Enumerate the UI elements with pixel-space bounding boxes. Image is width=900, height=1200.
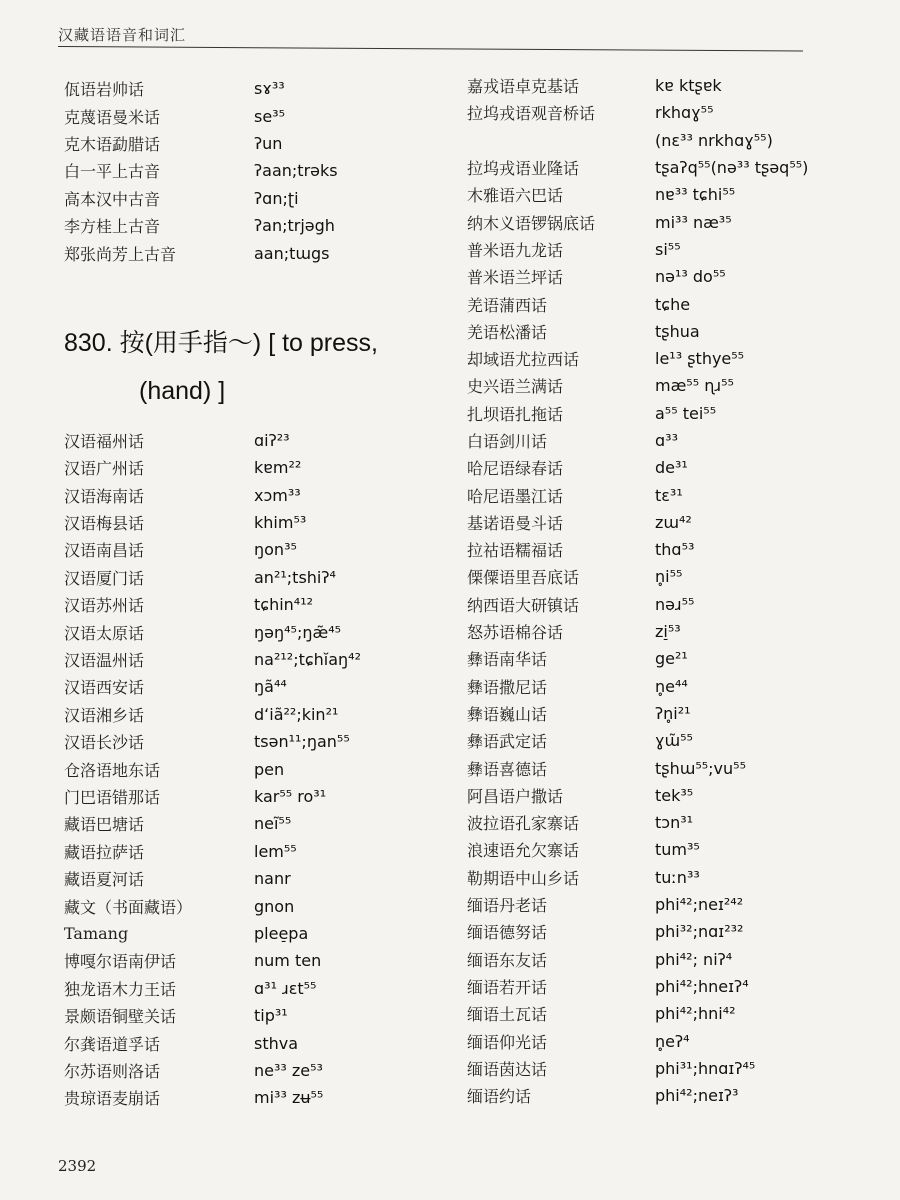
table-row — [64, 865, 444, 892]
language-name: 汉语温州话 — [64, 651, 145, 671]
phonetic-form: tek³⁵ — [655, 785, 694, 805]
table-row — [64, 838, 444, 865]
language-name: 彝语巍山话 — [467, 704, 548, 724]
phonetic-form: thɑ⁵³ — [655, 540, 695, 560]
table-row — [64, 102, 444, 129]
language-name: 藏语夏河话 — [64, 870, 145, 890]
table-row — [467, 563, 887, 590]
phonetic-form: ɑ³¹ ɹɛt⁵⁵ — [254, 978, 317, 998]
phonetic-form: tuːn³³ — [655, 867, 700, 887]
phonetic-form: ɑiʔ²³ — [254, 430, 290, 450]
language-name: 普米语兰坪话 — [467, 268, 564, 288]
phonetic-form: tʂaʔq⁵⁵(nə³³ tʂəq⁵⁵) — [655, 158, 809, 178]
table-row — [467, 673, 887, 700]
phonetic-form: nəɹ⁵⁵ — [655, 594, 695, 614]
language-name: 景颇语铜壁关话 — [64, 1007, 177, 1027]
table-row — [64, 212, 444, 239]
table-row — [467, 1000, 887, 1027]
phonetic-form: ʔan;trjəgh — [254, 216, 335, 236]
phonetic-form: ne³³ ze⁵³ — [254, 1060, 323, 1080]
table-row — [467, 208, 887, 235]
language-name: 彝语南华话 — [467, 650, 548, 670]
phonetic-form: rkhɑɣ⁵⁵ — [655, 103, 714, 123]
phonetic-form: tʂhua — [655, 321, 700, 341]
language-name: 缅语丹老话 — [467, 896, 548, 916]
phonetic-form: ʔɑn;ʈi — [254, 188, 299, 208]
phonetic-form: le¹³ ʂthye⁵⁵ — [655, 349, 745, 369]
language-name: 汉语厦门话 — [64, 568, 145, 588]
phonetic-form: se³⁵ — [254, 106, 286, 126]
previous-entry-list — [64, 75, 444, 267]
language-name: 拉坞戎语观音桥话 — [467, 104, 596, 124]
phonetic-form: xɔm³³ — [254, 485, 301, 505]
table-row — [64, 1029, 444, 1056]
language-name: 贵琼语麦崩话 — [64, 1089, 161, 1109]
phonetic-form: ʔn̥i²¹ — [655, 703, 691, 723]
phonetic-form: kɐm²² — [254, 458, 302, 478]
phonetic-form: kar⁵⁵ ro³¹ — [254, 787, 327, 806]
phonetic-form: nə¹³ do⁵⁵ — [655, 267, 726, 287]
table-row — [64, 892, 444, 919]
language-name: 纳木义语锣锅底话 — [467, 213, 596, 233]
phonetic-form: ʔun — [254, 133, 283, 153]
language-name: 史兴语兰满话 — [467, 377, 564, 397]
table-row — [467, 181, 887, 208]
language-name: 白语剑川话 — [467, 432, 548, 451]
table-row — [64, 185, 444, 212]
table-row — [64, 536, 444, 563]
table-row — [467, 154, 887, 181]
phonetic-form: num ten — [254, 951, 322, 971]
phonetic-form: si⁵⁵ — [655, 239, 681, 259]
phonetic-form: an²¹;tshiʔ⁴ — [254, 567, 336, 587]
language-name: 缅语茵达话 — [467, 1059, 548, 1079]
table-row — [64, 130, 444, 157]
table-row — [467, 809, 887, 836]
table-row — [467, 400, 887, 427]
entry-830-list-left — [64, 427, 444, 1112]
table-row — [64, 75, 444, 102]
table-row — [467, 946, 887, 973]
table-row — [467, 727, 887, 754]
language-name: 阿昌语户撒话 — [467, 786, 564, 806]
phonetic-form: aan;tɯgs — [254, 243, 330, 263]
phonetic-form: phi³²;nɑɪ²³² — [655, 922, 744, 942]
language-name: 尔龚语道孚话 — [64, 1034, 161, 1054]
language-name: 汉语海南话 — [64, 486, 145, 506]
phonetic-form: phi⁴²;neɪ²⁴² — [655, 895, 744, 915]
phonetic-form: mæ⁵⁵ ɳɹ⁵⁵ — [655, 376, 734, 396]
phonetic-form: phi³¹;hnɑɪʔ⁴⁵ — [655, 1058, 756, 1078]
phonetic-form: n̥eʔ⁴ — [655, 1031, 690, 1051]
table-row — [64, 591, 444, 618]
table-row — [64, 920, 444, 947]
table-row — [64, 1002, 444, 1029]
table-row — [467, 836, 887, 863]
phonetic-form: dʻiã²²;kin²¹ — [254, 704, 339, 724]
table-row — [467, 700, 887, 727]
table-row — [64, 810, 444, 837]
language-name: 汉语福州话 — [64, 431, 145, 451]
table-row — [64, 564, 444, 591]
phonetic-form: tɕhin⁴¹² — [254, 595, 314, 615]
table-row — [467, 918, 887, 945]
phonetic-form: ŋã⁴⁴ — [254, 677, 287, 697]
phonetic-form: (nɛ³³ nrkhɑɣ⁵⁵) — [655, 130, 773, 150]
table-row — [64, 646, 444, 673]
phonetic-form: ŋon³⁵ — [254, 540, 297, 560]
phonetic-form: sthva — [254, 1033, 299, 1053]
language-name: 白一平上古音 — [64, 162, 161, 182]
table-row — [64, 157, 444, 184]
language-name: 羌语蒲西话 — [467, 295, 548, 315]
table-row — [467, 591, 887, 618]
table-row — [64, 239, 444, 266]
phonetic-form: kɐ ktʂɐk — [655, 76, 722, 96]
phonetic-form: zɯ⁴² — [655, 512, 692, 532]
language-name: 浪速语允欠寨话 — [467, 841, 580, 861]
language-name: 汉语西安话 — [64, 678, 145, 698]
language-name: 李方桂上古音 — [64, 217, 161, 237]
phonetic-form: a⁵⁵ tei⁵⁵ — [655, 403, 717, 423]
language-name: 木雅语六巴话 — [467, 186, 564, 206]
phonetic-form: ʔaan;trəks — [254, 161, 338, 181]
language-name: 缅语土瓦话 — [467, 1005, 548, 1025]
language-name: 汉语长沙话 — [64, 733, 145, 753]
language-name: 汉语湘乡话 — [64, 705, 145, 725]
table-row — [467, 127, 887, 154]
phonetic-form: de³¹ — [655, 458, 688, 478]
phonetic-form: gnon — [254, 896, 295, 916]
language-name: Tamang — [64, 923, 129, 943]
table-row — [467, 427, 887, 454]
phonetic-form: khim⁵³ — [254, 513, 307, 533]
language-name: 哈尼语绿春话 — [467, 459, 564, 479]
phonetic-form: na²¹²;tɕhĭaŋ⁴² — [254, 650, 362, 670]
language-name: 彝语喜德话 — [467, 759, 548, 779]
table-row — [64, 454, 444, 481]
phonetic-form: nɐ³³ tɕhi⁵⁵ — [655, 185, 736, 205]
language-name: 缅语约话 — [467, 1087, 532, 1107]
language-name: 扎坝语扎拖话 — [467, 404, 564, 424]
language-name: 彝语撒尼话 — [467, 677, 548, 697]
table-row — [64, 482, 444, 509]
table-row — [467, 536, 887, 563]
table-row — [467, 99, 887, 126]
entry-830-title-gloss: (hand) ] — [139, 376, 226, 405]
phonetic-form: pen — [254, 759, 285, 779]
language-name: 羌语松潘话 — [467, 322, 548, 342]
phonetic-form: mi³³ næ³⁵ — [655, 212, 732, 232]
phonetic-form: tɔn³¹ — [655, 813, 694, 833]
table-row — [467, 645, 887, 672]
table-row — [467, 1027, 887, 1054]
phonetic-form: sɤ³³ — [254, 79, 285, 99]
language-name: 高本汉中古音 — [64, 189, 161, 209]
table-row — [467, 318, 887, 345]
phonetic-form: mi³³ zʉ⁵⁵ — [254, 1088, 324, 1108]
table-row — [64, 975, 444, 1002]
table-row — [64, 755, 444, 782]
language-name: 勒期语中山乡话 — [467, 868, 580, 888]
entry-830-list-right — [467, 72, 887, 1109]
language-name: 缅语仰光话 — [467, 1032, 548, 1052]
language-name: 门巴语错那话 — [64, 788, 161, 807]
language-name: 藏语巴塘话 — [64, 815, 145, 835]
table-row — [64, 618, 444, 645]
language-name: 佤语岩帅话 — [64, 80, 145, 100]
language-name: 波拉语孔家寨话 — [467, 814, 580, 834]
phonetic-form: tum³⁵ — [655, 840, 700, 860]
phonetic-form: phi⁴²;neɪʔ³ — [655, 1086, 739, 1106]
language-name: 汉语广州话 — [64, 459, 145, 479]
table-row — [467, 973, 887, 1000]
language-name: 汉语太原话 — [64, 623, 145, 643]
table-row — [467, 891, 887, 918]
language-name: 藏语拉萨话 — [64, 842, 145, 862]
phonetic-form: ŋəŋ⁴⁵;ŋæ̃⁴⁵ — [254, 622, 342, 642]
language-name: 哈尼语墨江话 — [467, 486, 564, 506]
phonetic-form: lem⁵⁵ — [254, 841, 297, 861]
phonetic-form: zi̠⁵³ — [655, 622, 681, 642]
right-column — [467, 72, 887, 1109]
language-name: 拉坞戎语业隆话 — [467, 159, 580, 179]
phonetic-form: tʂhɯ⁵⁵;vu⁵⁵ — [655, 758, 746, 778]
language-name: 独龙语木力王话 — [64, 979, 177, 999]
table-row — [467, 263, 887, 290]
language-name: 傈僳语里吾底话 — [467, 568, 580, 588]
language-name: 汉语南昌话 — [64, 541, 145, 561]
phonetic-form: n̥e⁴⁴ — [655, 676, 688, 696]
phonetic-form: tɕhe — [655, 294, 691, 314]
language-name: 普米语九龙话 — [467, 240, 564, 260]
table-row — [467, 1082, 887, 1109]
phonetic-form: phi⁴²;hni⁴² — [655, 1004, 736, 1024]
table-row — [467, 454, 887, 481]
table-row — [467, 481, 887, 508]
table-row — [467, 1055, 887, 1082]
language-name: 仓洛语地东话 — [64, 760, 161, 780]
table-row — [64, 673, 444, 700]
phonetic-form: plee̠pa — [254, 923, 309, 943]
table-row — [467, 864, 887, 891]
language-name: 缅语东友话 — [467, 950, 548, 970]
table-row — [64, 783, 444, 810]
table-row — [64, 1084, 444, 1111]
language-name: 汉语苏州话 — [64, 596, 145, 616]
phonetic-form: neĩ⁵⁵ — [254, 814, 292, 834]
table-row — [64, 1057, 444, 1084]
entry-830-title: 830. 按(用手指～) [ to press, — [64, 328, 378, 357]
language-name: 克木语勐腊话 — [64, 134, 161, 154]
phonetic-form: nanr — [254, 869, 291, 889]
language-name: 缅语若开话 — [467, 977, 548, 997]
table-row — [64, 701, 444, 728]
language-name: 怒苏语棉谷话 — [467, 623, 564, 643]
phonetic-form: n̥i⁵⁵ — [655, 567, 683, 587]
page-number: 2392 — [58, 1157, 97, 1175]
table-row — [467, 754, 887, 781]
language-name: 纳西语大研镇话 — [467, 595, 580, 615]
table-row — [467, 372, 887, 399]
language-name: 郑张尚芳上古音 — [64, 244, 177, 264]
table-row — [467, 236, 887, 263]
running-header: 汉藏语语音和词汇 — [58, 26, 187, 44]
table-row — [64, 427, 444, 454]
header-rule — [58, 46, 803, 52]
language-name: 基诺语曼斗话 — [467, 513, 564, 533]
language-name: 嘉戎语卓克基话 — [467, 77, 580, 97]
language-name: 缅语德努话 — [467, 923, 548, 943]
phonetic-form: ge²¹ — [655, 649, 688, 669]
table-row — [467, 345, 887, 372]
language-name: 汉语梅县话 — [64, 514, 145, 534]
phonetic-form: tɛ³¹ — [655, 485, 683, 505]
phonetic-form: phi⁴²;hneɪʔ⁴ — [655, 976, 749, 996]
table-row — [64, 728, 444, 755]
phonetic-form: tsən¹¹;ŋan⁵⁵ — [254, 732, 350, 752]
table-row — [467, 782, 887, 809]
table-row — [467, 509, 887, 536]
phonetic-form: ɣɯ̃⁵⁵ — [655, 731, 693, 751]
language-name: 博嘎尔语南伊话 — [64, 952, 177, 972]
table-row — [467, 290, 887, 317]
table-row — [467, 618, 887, 645]
language-name: 藏文（书面藏语） — [64, 897, 193, 917]
phonetic-form: tip³¹ — [254, 1006, 288, 1026]
language-name: 彝语武定话 — [467, 732, 548, 752]
left-column — [64, 75, 444, 1112]
language-name: 尔苏语则洛话 — [64, 1061, 161, 1081]
table-row — [64, 509, 444, 536]
phonetic-form: ɑ³³ — [655, 431, 678, 450]
table-row — [467, 72, 887, 99]
language-name: 克蔑语曼米话 — [64, 107, 161, 127]
phonetic-form: phi⁴²; niʔ⁴ — [655, 949, 733, 969]
table-row — [64, 947, 444, 974]
language-name: 却域语尤拉西话 — [467, 350, 580, 370]
language-name: 拉祜语糯福话 — [467, 541, 564, 561]
